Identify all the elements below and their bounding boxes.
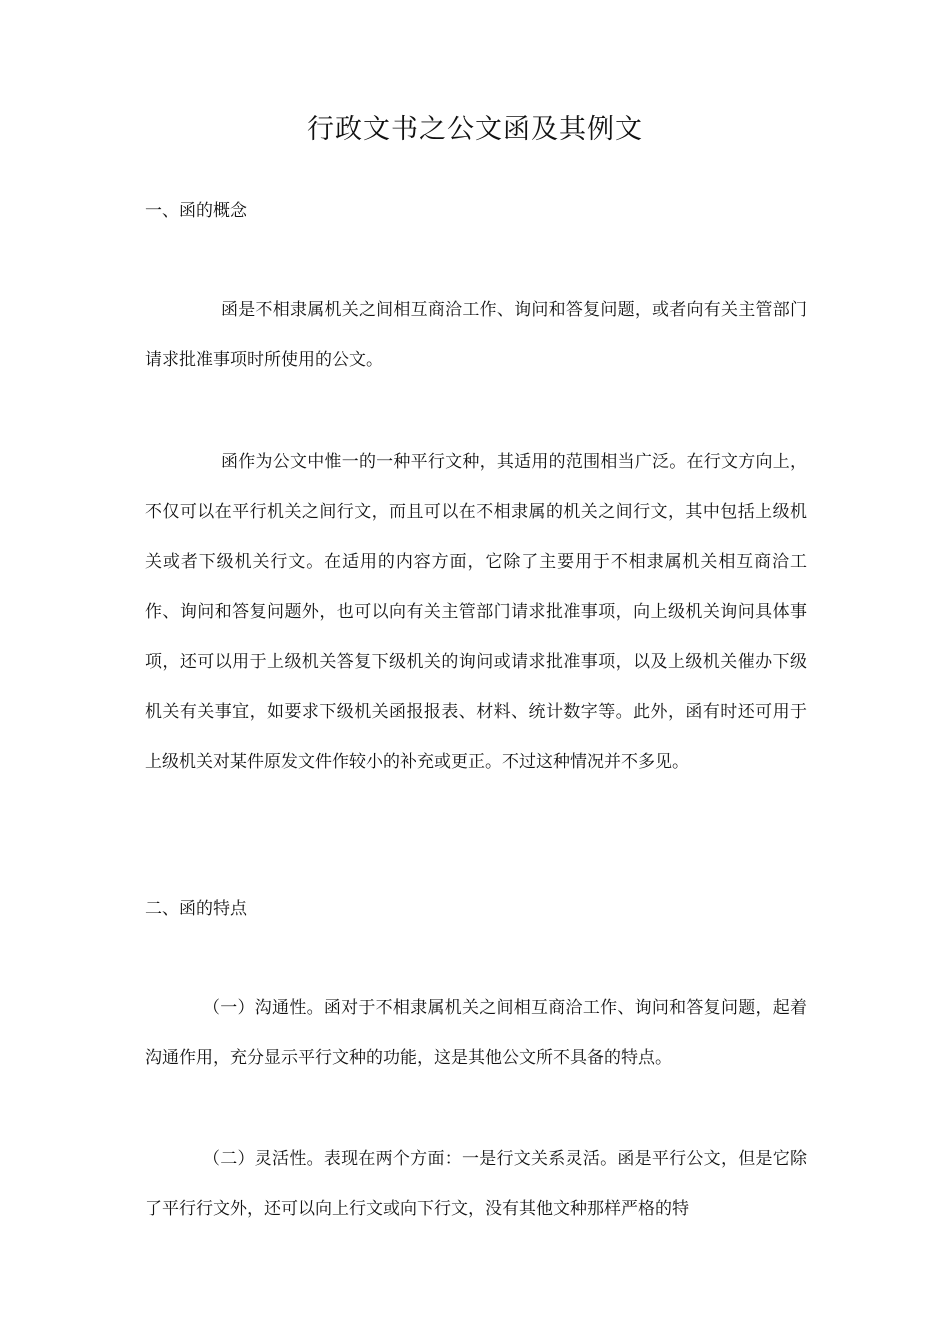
paragraph-feature-flexibility: （二）灵活性。表现在两个方面：一是行文关系灵活。函是平行公文，但是它除了平行行文外，还可以向上行文或向下行文，没有其他文种那样严格的特 <box>145 1149 807 1219</box>
paragraph-feature-communication: （一）沟通性。函对于不相隶属机关之间相互商洽工作、询问和答复问题，起着沟通作用，充分显示平行文种的功能，这是其他公文所不具备的特点。 <box>145 998 807 1068</box>
section-heading-features: 二、函的特点 <box>145 899 247 919</box>
document-title: 行政文书之公文函及其例文 <box>307 114 643 145</box>
paragraph-scope: 函作为公文中惟一的一种平行文种，其适用的范围相当广泛。在行文方向上，不仅可以在平行机关之间行文，而且可以在不相隶属的机关之间行文，其中包括上级机关或者下级机关行文。在适用的内容方面，它除了主要用于不相隶属机关相互商洽工作、询问和答复问题外，也可以向有关主管部门请求批准事项，向上级机关询问具体事项，还可以用于上级机关答复下级机关的询问或请求批准事项，以及上级机关催办下级机关有关事宜，如要求下级机关函报报表、材料、统计数字等。此外，函有时还可用于上级机关对某件原发文件作较小的补充或更正。不过这种情况并不多见。 <box>145 452 807 772</box>
paragraph-definition: 函是不相隶属机关之间相互商洽工作、询问和答复问题，或者向有关主管部门请求批准事项时所使用的公文。 <box>145 300 807 370</box>
section-heading-concept: 一、函的概念 <box>145 201 247 221</box>
